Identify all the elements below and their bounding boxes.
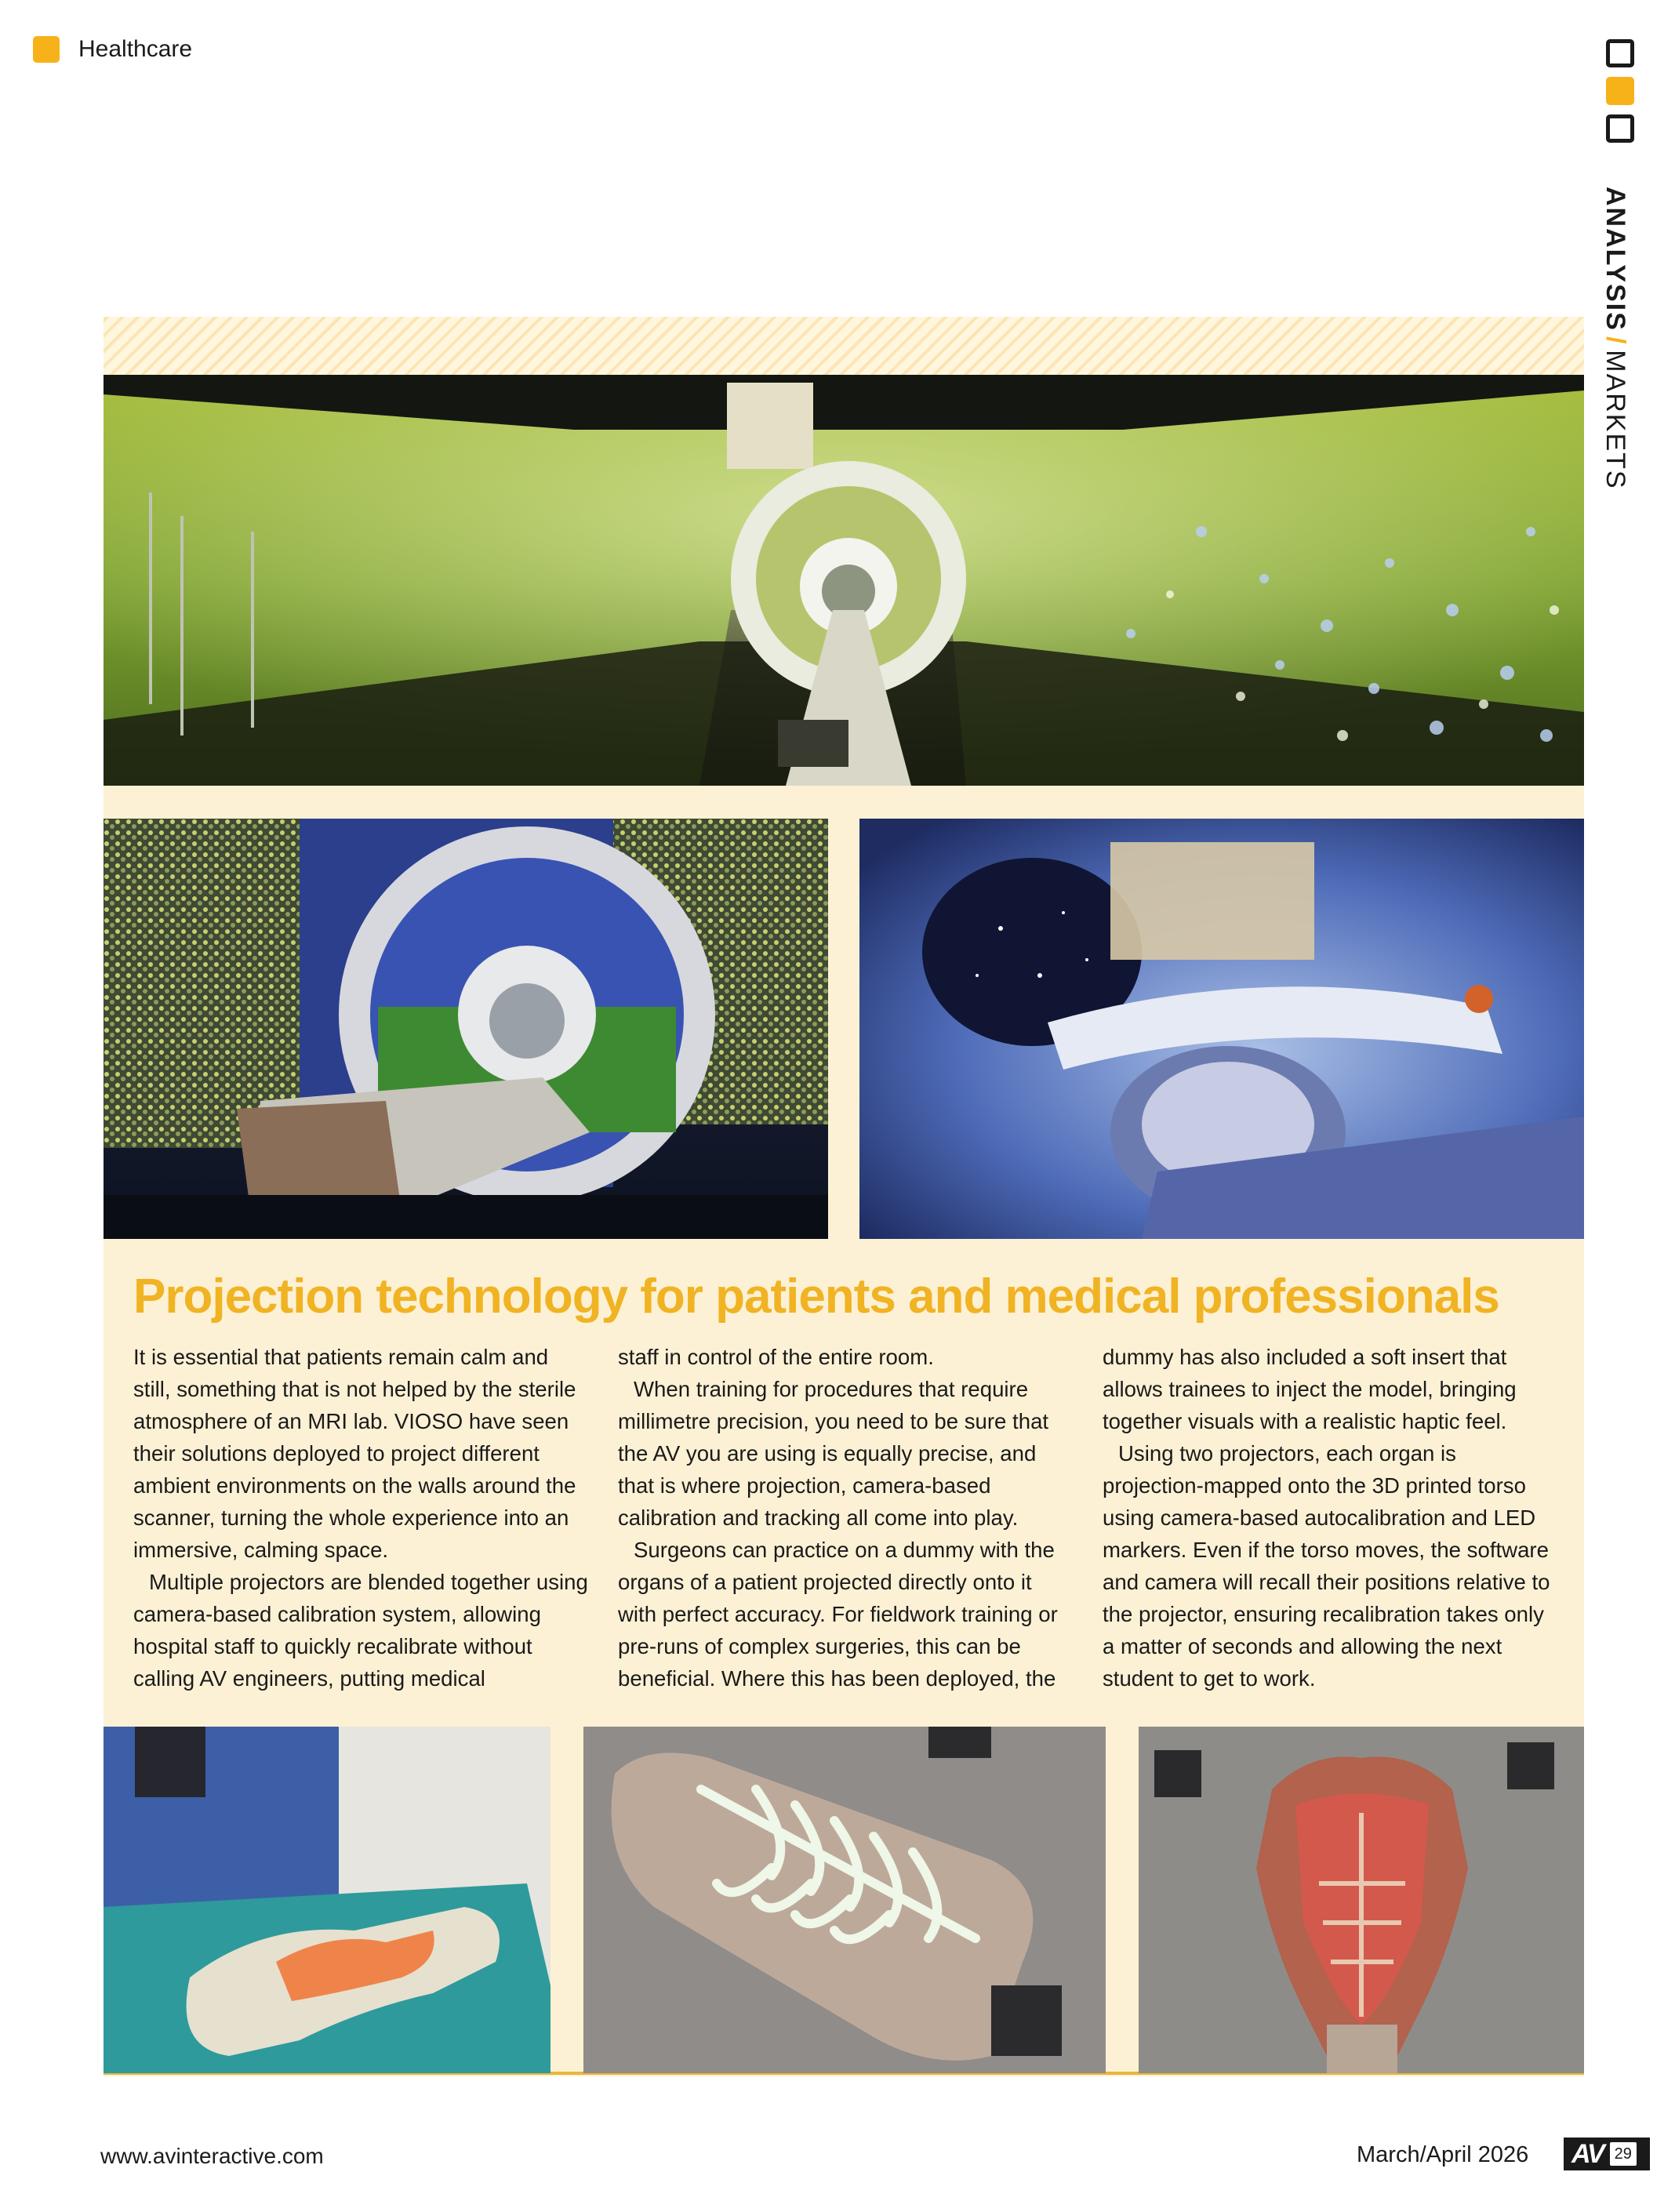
photo-mri-space xyxy=(859,819,1584,1239)
photo-torso-skeleton xyxy=(583,1727,1106,2073)
rail-markers xyxy=(1606,39,1637,152)
paragraph: dummy has also included a soft insert that allows trainees to inject the model, bringing together visuals with a realistic haptic feel. xyxy=(1103,1345,1517,1433)
footer-url[interactable]: www.avinteractive.com xyxy=(100,2144,324,2168)
rail-box xyxy=(1606,114,1634,143)
photo-mri-stadium xyxy=(104,819,828,1239)
article-headline: Projection technology for patients and medical professionals xyxy=(133,1269,1499,1324)
rail-markets: MARKETS xyxy=(1601,350,1630,490)
rail-category xyxy=(1600,187,1630,490)
body-column-2 xyxy=(618,1341,1073,1694)
footer-date: March/April 2026 xyxy=(1357,2142,1529,2167)
paragraph: When training for procedures that require millimetre precision, you need to be sure that the AV you are using is equally precise, and that is where projection, camera-based calibration and tracking all come into play. xyxy=(618,1377,1049,1530)
paragraph: Using two projectors, each organ is projection-mapped onto the 3D printed torso using camera-based autocalibration and LED markers. Even if the torso moves, the software and camera will recall their positions relative to the projector, ensuring recalibration takes only a matter of seconds and allowing the next student to get to work. xyxy=(1103,1441,1550,1691)
page-number: 29 xyxy=(1610,2142,1637,2166)
photo-mri-meadow xyxy=(104,375,1584,786)
rail-analysis: ANALYSIS xyxy=(1601,187,1630,332)
body-column-1 xyxy=(133,1341,588,1694)
av-logo xyxy=(1564,2138,1650,2170)
rail-box xyxy=(1606,39,1634,67)
rail-box-active xyxy=(1606,77,1634,105)
paragraph: staff in control of the entire room. xyxy=(618,1345,934,1369)
section-tag xyxy=(33,36,192,63)
section-marker xyxy=(33,36,60,63)
paragraph: Surgeons can practice on a dummy with the organs of a patient projected directly onto it with perfect accuracy. For fieldwork training or pre-runs of complex surgeries, this can be beneficial. Where this has been deployed, the xyxy=(618,1538,1058,1691)
photo-torso-muscles xyxy=(1139,1727,1584,2073)
logo-text: AV xyxy=(1571,2138,1604,2169)
photo-torso-organs xyxy=(104,1727,550,2073)
section-label: Healthcare xyxy=(78,36,193,62)
hatched-band xyxy=(104,317,1584,375)
body-column-3 xyxy=(1103,1341,1557,1694)
paragraph: It is essential that patients remain calm and still, something that is not helped by the sterile atmosphere of an MRI lab. VIOSO have seen their solutions deployed to project different ambient environments on the walls around the scanner, turning the whole experience into an immersive, calming space. xyxy=(133,1345,576,1562)
rail-slash: / xyxy=(1601,336,1630,346)
paragraph: Multiple projectors are blended together using camera-based calibration system, allowing hospital staff to quickly recalibrate without calling AV engineers, putting medical xyxy=(133,1570,588,1691)
